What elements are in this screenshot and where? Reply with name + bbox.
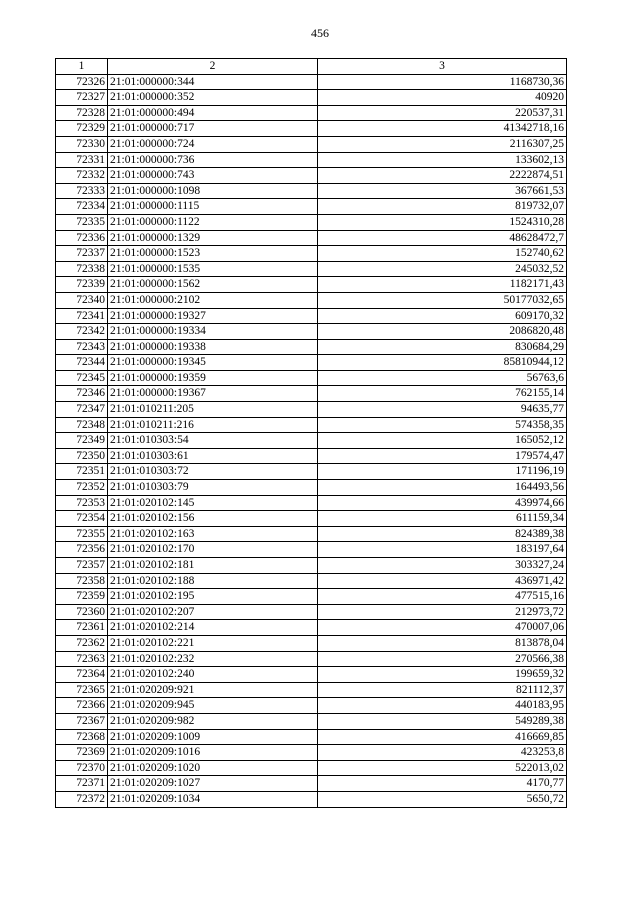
table-row bbox=[56, 261, 567, 277]
row-number-cell: 72345 bbox=[56, 370, 108, 386]
table-body bbox=[56, 74, 567, 807]
table-row bbox=[56, 791, 567, 807]
value-cell: 477515,16 bbox=[318, 589, 567, 605]
row-number-cell: 72331 bbox=[56, 152, 108, 168]
cadastral-number-cell: 21:01:000000:1115 bbox=[108, 199, 318, 215]
value-cell: 574358,35 bbox=[318, 417, 567, 433]
table-row bbox=[56, 526, 567, 542]
row-number-cell: 72359 bbox=[56, 589, 108, 605]
value-cell: 85810944,12 bbox=[318, 355, 567, 371]
table-row bbox=[56, 511, 567, 527]
value-cell: 423253,8 bbox=[318, 745, 567, 761]
value-cell: 470007,06 bbox=[318, 620, 567, 636]
column-header-2: 2 bbox=[108, 59, 318, 75]
value-cell: 824389,38 bbox=[318, 526, 567, 542]
cadastral-number-cell: 21:01:000000:2102 bbox=[108, 292, 318, 308]
cadastral-number-cell: 21:01:010303:54 bbox=[108, 433, 318, 449]
value-cell: 436971,42 bbox=[318, 573, 567, 589]
table-row bbox=[56, 495, 567, 511]
table-row bbox=[56, 542, 567, 558]
value-cell: 1524310,28 bbox=[318, 214, 567, 230]
table-row bbox=[56, 168, 567, 184]
cadastral-number-cell: 21:01:020209:1009 bbox=[108, 729, 318, 745]
table-row bbox=[56, 74, 567, 90]
cadastral-number-cell: 21:01:020102:181 bbox=[108, 558, 318, 574]
table-row bbox=[56, 745, 567, 761]
cadastral-number-cell: 21:01:020102:145 bbox=[108, 495, 318, 511]
cadastral-number-cell: 21:01:020209:921 bbox=[108, 682, 318, 698]
cadastral-number-cell: 21:01:020209:1020 bbox=[108, 760, 318, 776]
row-number-cell: 72344 bbox=[56, 355, 108, 371]
table-row bbox=[56, 214, 567, 230]
cadastral-number-cell: 21:01:020102:156 bbox=[108, 511, 318, 527]
value-cell: 2116307,25 bbox=[318, 136, 567, 152]
table-row bbox=[56, 620, 567, 636]
table-row bbox=[56, 402, 567, 418]
table-row bbox=[56, 558, 567, 574]
table-row bbox=[56, 713, 567, 729]
row-number-cell: 72357 bbox=[56, 558, 108, 574]
row-number-cell: 72332 bbox=[56, 168, 108, 184]
cadastral-number-cell: 21:01:000000:736 bbox=[108, 152, 318, 168]
column-header-3: 3 bbox=[318, 59, 567, 75]
cadastral-number-cell: 21:01:000000:19359 bbox=[108, 370, 318, 386]
value-cell: 821112,37 bbox=[318, 682, 567, 698]
table-row bbox=[56, 230, 567, 246]
table-row bbox=[56, 667, 567, 683]
row-number-cell: 72353 bbox=[56, 495, 108, 511]
row-number-cell: 72329 bbox=[56, 121, 108, 137]
value-cell: 2086820,48 bbox=[318, 324, 567, 340]
row-number-cell: 72328 bbox=[56, 105, 108, 121]
value-cell: 416669,85 bbox=[318, 729, 567, 745]
row-number-cell: 72350 bbox=[56, 448, 108, 464]
cadastral-number-cell: 21:01:020102:195 bbox=[108, 589, 318, 605]
row-number-cell: 72370 bbox=[56, 760, 108, 776]
value-cell: 830684,29 bbox=[318, 339, 567, 355]
table-row bbox=[56, 183, 567, 199]
cadastral-number-cell: 21:01:000000:352 bbox=[108, 90, 318, 106]
row-number-cell: 72343 bbox=[56, 339, 108, 355]
cadastral-number-cell: 21:01:000000:1098 bbox=[108, 183, 318, 199]
value-cell: 2222874,51 bbox=[318, 168, 567, 184]
cadastral-number-cell: 21:01:000000:19334 bbox=[108, 324, 318, 340]
table-row bbox=[56, 292, 567, 308]
row-number-cell: 72368 bbox=[56, 729, 108, 745]
row-number-cell: 72366 bbox=[56, 698, 108, 714]
value-cell: 270566,38 bbox=[318, 651, 567, 667]
cadastral-number-cell: 21:01:000000:19338 bbox=[108, 339, 318, 355]
table-row bbox=[56, 277, 567, 293]
value-cell: 549289,38 bbox=[318, 713, 567, 729]
value-cell: 50177032,65 bbox=[318, 292, 567, 308]
table-row bbox=[56, 355, 567, 371]
cadastral-number-cell: 21:01:020102:188 bbox=[108, 573, 318, 589]
row-number-cell: 72333 bbox=[56, 183, 108, 199]
cadastral-number-cell: 21:01:010303:61 bbox=[108, 448, 318, 464]
cadastral-number-cell: 21:01:000000:19327 bbox=[108, 308, 318, 324]
table-row bbox=[56, 339, 567, 355]
cadastral-number-cell: 21:01:000000:717 bbox=[108, 121, 318, 137]
value-cell: 819732,07 bbox=[318, 199, 567, 215]
value-cell: 179574,47 bbox=[318, 448, 567, 464]
row-number-cell: 72326 bbox=[56, 74, 108, 90]
row-number-cell: 72354 bbox=[56, 511, 108, 527]
value-cell: 220537,31 bbox=[318, 105, 567, 121]
value-cell: 165052,12 bbox=[318, 433, 567, 449]
table-row bbox=[56, 370, 567, 386]
cadastral-number-cell: 21:01:020102:232 bbox=[108, 651, 318, 667]
cadastral-number-cell: 21:01:020102:170 bbox=[108, 542, 318, 558]
row-number-cell: 72355 bbox=[56, 526, 108, 542]
cadastral-number-cell: 21:01:010303:79 bbox=[108, 480, 318, 496]
row-number-cell: 72358 bbox=[56, 573, 108, 589]
table-row bbox=[56, 776, 567, 792]
value-cell: 56763,6 bbox=[318, 370, 567, 386]
table-row bbox=[56, 589, 567, 605]
row-number-cell: 72347 bbox=[56, 402, 108, 418]
table-row bbox=[56, 604, 567, 620]
table-row bbox=[56, 698, 567, 714]
value-cell: 1182171,43 bbox=[318, 277, 567, 293]
value-cell: 367661,53 bbox=[318, 183, 567, 199]
table-row bbox=[56, 386, 567, 402]
row-number-cell: 72342 bbox=[56, 324, 108, 340]
cadastral-number-cell: 21:01:010211:216 bbox=[108, 417, 318, 433]
cadastral-number-cell: 21:01:020102:207 bbox=[108, 604, 318, 620]
table-row bbox=[56, 573, 567, 589]
value-cell: 4170,77 bbox=[318, 776, 567, 792]
data-table bbox=[55, 58, 567, 808]
row-number-cell: 72356 bbox=[56, 542, 108, 558]
cadastral-number-cell: 21:01:000000:1535 bbox=[108, 261, 318, 277]
value-cell: 94635,77 bbox=[318, 402, 567, 418]
row-number-cell: 72364 bbox=[56, 667, 108, 683]
header-row bbox=[56, 59, 567, 75]
row-number-cell: 72352 bbox=[56, 480, 108, 496]
row-number-cell: 72363 bbox=[56, 651, 108, 667]
row-number-cell: 72371 bbox=[56, 776, 108, 792]
table-row bbox=[56, 121, 567, 137]
table-row bbox=[56, 199, 567, 215]
row-number-cell: 72351 bbox=[56, 464, 108, 480]
row-number-cell: 72334 bbox=[56, 199, 108, 215]
value-cell: 303327,24 bbox=[318, 558, 567, 574]
value-cell: 522013,02 bbox=[318, 760, 567, 776]
table-row bbox=[56, 760, 567, 776]
cadastral-number-cell: 21:01:020102:163 bbox=[108, 526, 318, 542]
value-cell: 133602,13 bbox=[318, 152, 567, 168]
row-number-cell: 72372 bbox=[56, 791, 108, 807]
value-cell: 152740,62 bbox=[318, 246, 567, 262]
row-number-cell: 72365 bbox=[56, 682, 108, 698]
row-number-cell: 72336 bbox=[56, 230, 108, 246]
table-row bbox=[56, 308, 567, 324]
row-number-cell: 72360 bbox=[56, 604, 108, 620]
cadastral-number-cell: 21:01:000000:1562 bbox=[108, 277, 318, 293]
row-number-cell: 72327 bbox=[56, 90, 108, 106]
value-cell: 440183,95 bbox=[318, 698, 567, 714]
value-cell: 40920 bbox=[318, 90, 567, 106]
row-number-cell: 72340 bbox=[56, 292, 108, 308]
cadastral-number-cell: 21:01:020209:1027 bbox=[108, 776, 318, 792]
row-number-cell: 72348 bbox=[56, 417, 108, 433]
cadastral-number-cell: 21:01:020209:1034 bbox=[108, 791, 318, 807]
cadastral-number-cell: 21:01:000000:1523 bbox=[108, 246, 318, 262]
table-row bbox=[56, 324, 567, 340]
value-cell: 5650,72 bbox=[318, 791, 567, 807]
table-row bbox=[56, 682, 567, 698]
cadastral-number-cell: 21:01:000000:19345 bbox=[108, 355, 318, 371]
value-cell: 48628472,7 bbox=[318, 230, 567, 246]
cadastral-number-cell: 21:01:020102:240 bbox=[108, 667, 318, 683]
cadastral-number-cell: 21:01:000000:344 bbox=[108, 74, 318, 90]
row-number-cell: 72330 bbox=[56, 136, 108, 152]
cadastral-number-cell: 21:01:010211:205 bbox=[108, 402, 318, 418]
value-cell: 164493,56 bbox=[318, 480, 567, 496]
column-header-1: 1 bbox=[56, 59, 108, 75]
table-row bbox=[56, 651, 567, 667]
cadastral-number-cell: 21:01:020209:982 bbox=[108, 713, 318, 729]
cadastral-number-cell: 21:01:000000:1122 bbox=[108, 214, 318, 230]
value-cell: 212973,72 bbox=[318, 604, 567, 620]
table-row bbox=[56, 136, 567, 152]
cadastral-number-cell: 21:01:020209:945 bbox=[108, 698, 318, 714]
value-cell: 245032,52 bbox=[318, 261, 567, 277]
row-number-cell: 72338 bbox=[56, 261, 108, 277]
page-number: 456 bbox=[311, 26, 329, 40]
cadastral-number-cell: 21:01:020209:1016 bbox=[108, 745, 318, 761]
table-row bbox=[56, 480, 567, 496]
row-number-cell: 72349 bbox=[56, 433, 108, 449]
table-row bbox=[56, 246, 567, 262]
value-cell: 609170,32 bbox=[318, 308, 567, 324]
cadastral-number-cell: 21:01:000000:743 bbox=[108, 168, 318, 184]
cadastral-number-cell: 21:01:020102:214 bbox=[108, 620, 318, 636]
row-number-cell: 72369 bbox=[56, 745, 108, 761]
value-cell: 1168730,36 bbox=[318, 74, 567, 90]
cadastral-number-cell: 21:01:000000:1329 bbox=[108, 230, 318, 246]
table-row bbox=[56, 448, 567, 464]
table-row bbox=[56, 417, 567, 433]
value-cell: 171196,19 bbox=[318, 464, 567, 480]
table-row bbox=[56, 90, 567, 106]
row-number-cell: 72339 bbox=[56, 277, 108, 293]
value-cell: 439974,66 bbox=[318, 495, 567, 511]
cadastral-number-cell: 21:01:020102:221 bbox=[108, 635, 318, 651]
row-number-cell: 72337 bbox=[56, 246, 108, 262]
table-row bbox=[56, 105, 567, 121]
value-cell: 199659,32 bbox=[318, 667, 567, 683]
cadastral-number-cell: 21:01:000000:19367 bbox=[108, 386, 318, 402]
row-number-cell: 72362 bbox=[56, 635, 108, 651]
cadastral-number-cell: 21:01:000000:494 bbox=[108, 105, 318, 121]
table-row bbox=[56, 635, 567, 651]
row-number-cell: 72361 bbox=[56, 620, 108, 636]
value-cell: 183197,64 bbox=[318, 542, 567, 558]
row-number-cell: 72335 bbox=[56, 214, 108, 230]
table-row bbox=[56, 464, 567, 480]
table-row bbox=[56, 152, 567, 168]
row-number-cell: 72341 bbox=[56, 308, 108, 324]
table-row bbox=[56, 729, 567, 745]
cadastral-number-cell: 21:01:000000:724 bbox=[108, 136, 318, 152]
value-cell: 762155,14 bbox=[318, 386, 567, 402]
table-row bbox=[56, 433, 567, 449]
value-cell: 611159,34 bbox=[318, 511, 567, 527]
value-cell: 41342718,16 bbox=[318, 121, 567, 137]
value-cell: 813878,04 bbox=[318, 635, 567, 651]
cadastral-number-cell: 21:01:010303:72 bbox=[108, 464, 318, 480]
row-number-cell: 72346 bbox=[56, 386, 108, 402]
row-number-cell: 72367 bbox=[56, 713, 108, 729]
